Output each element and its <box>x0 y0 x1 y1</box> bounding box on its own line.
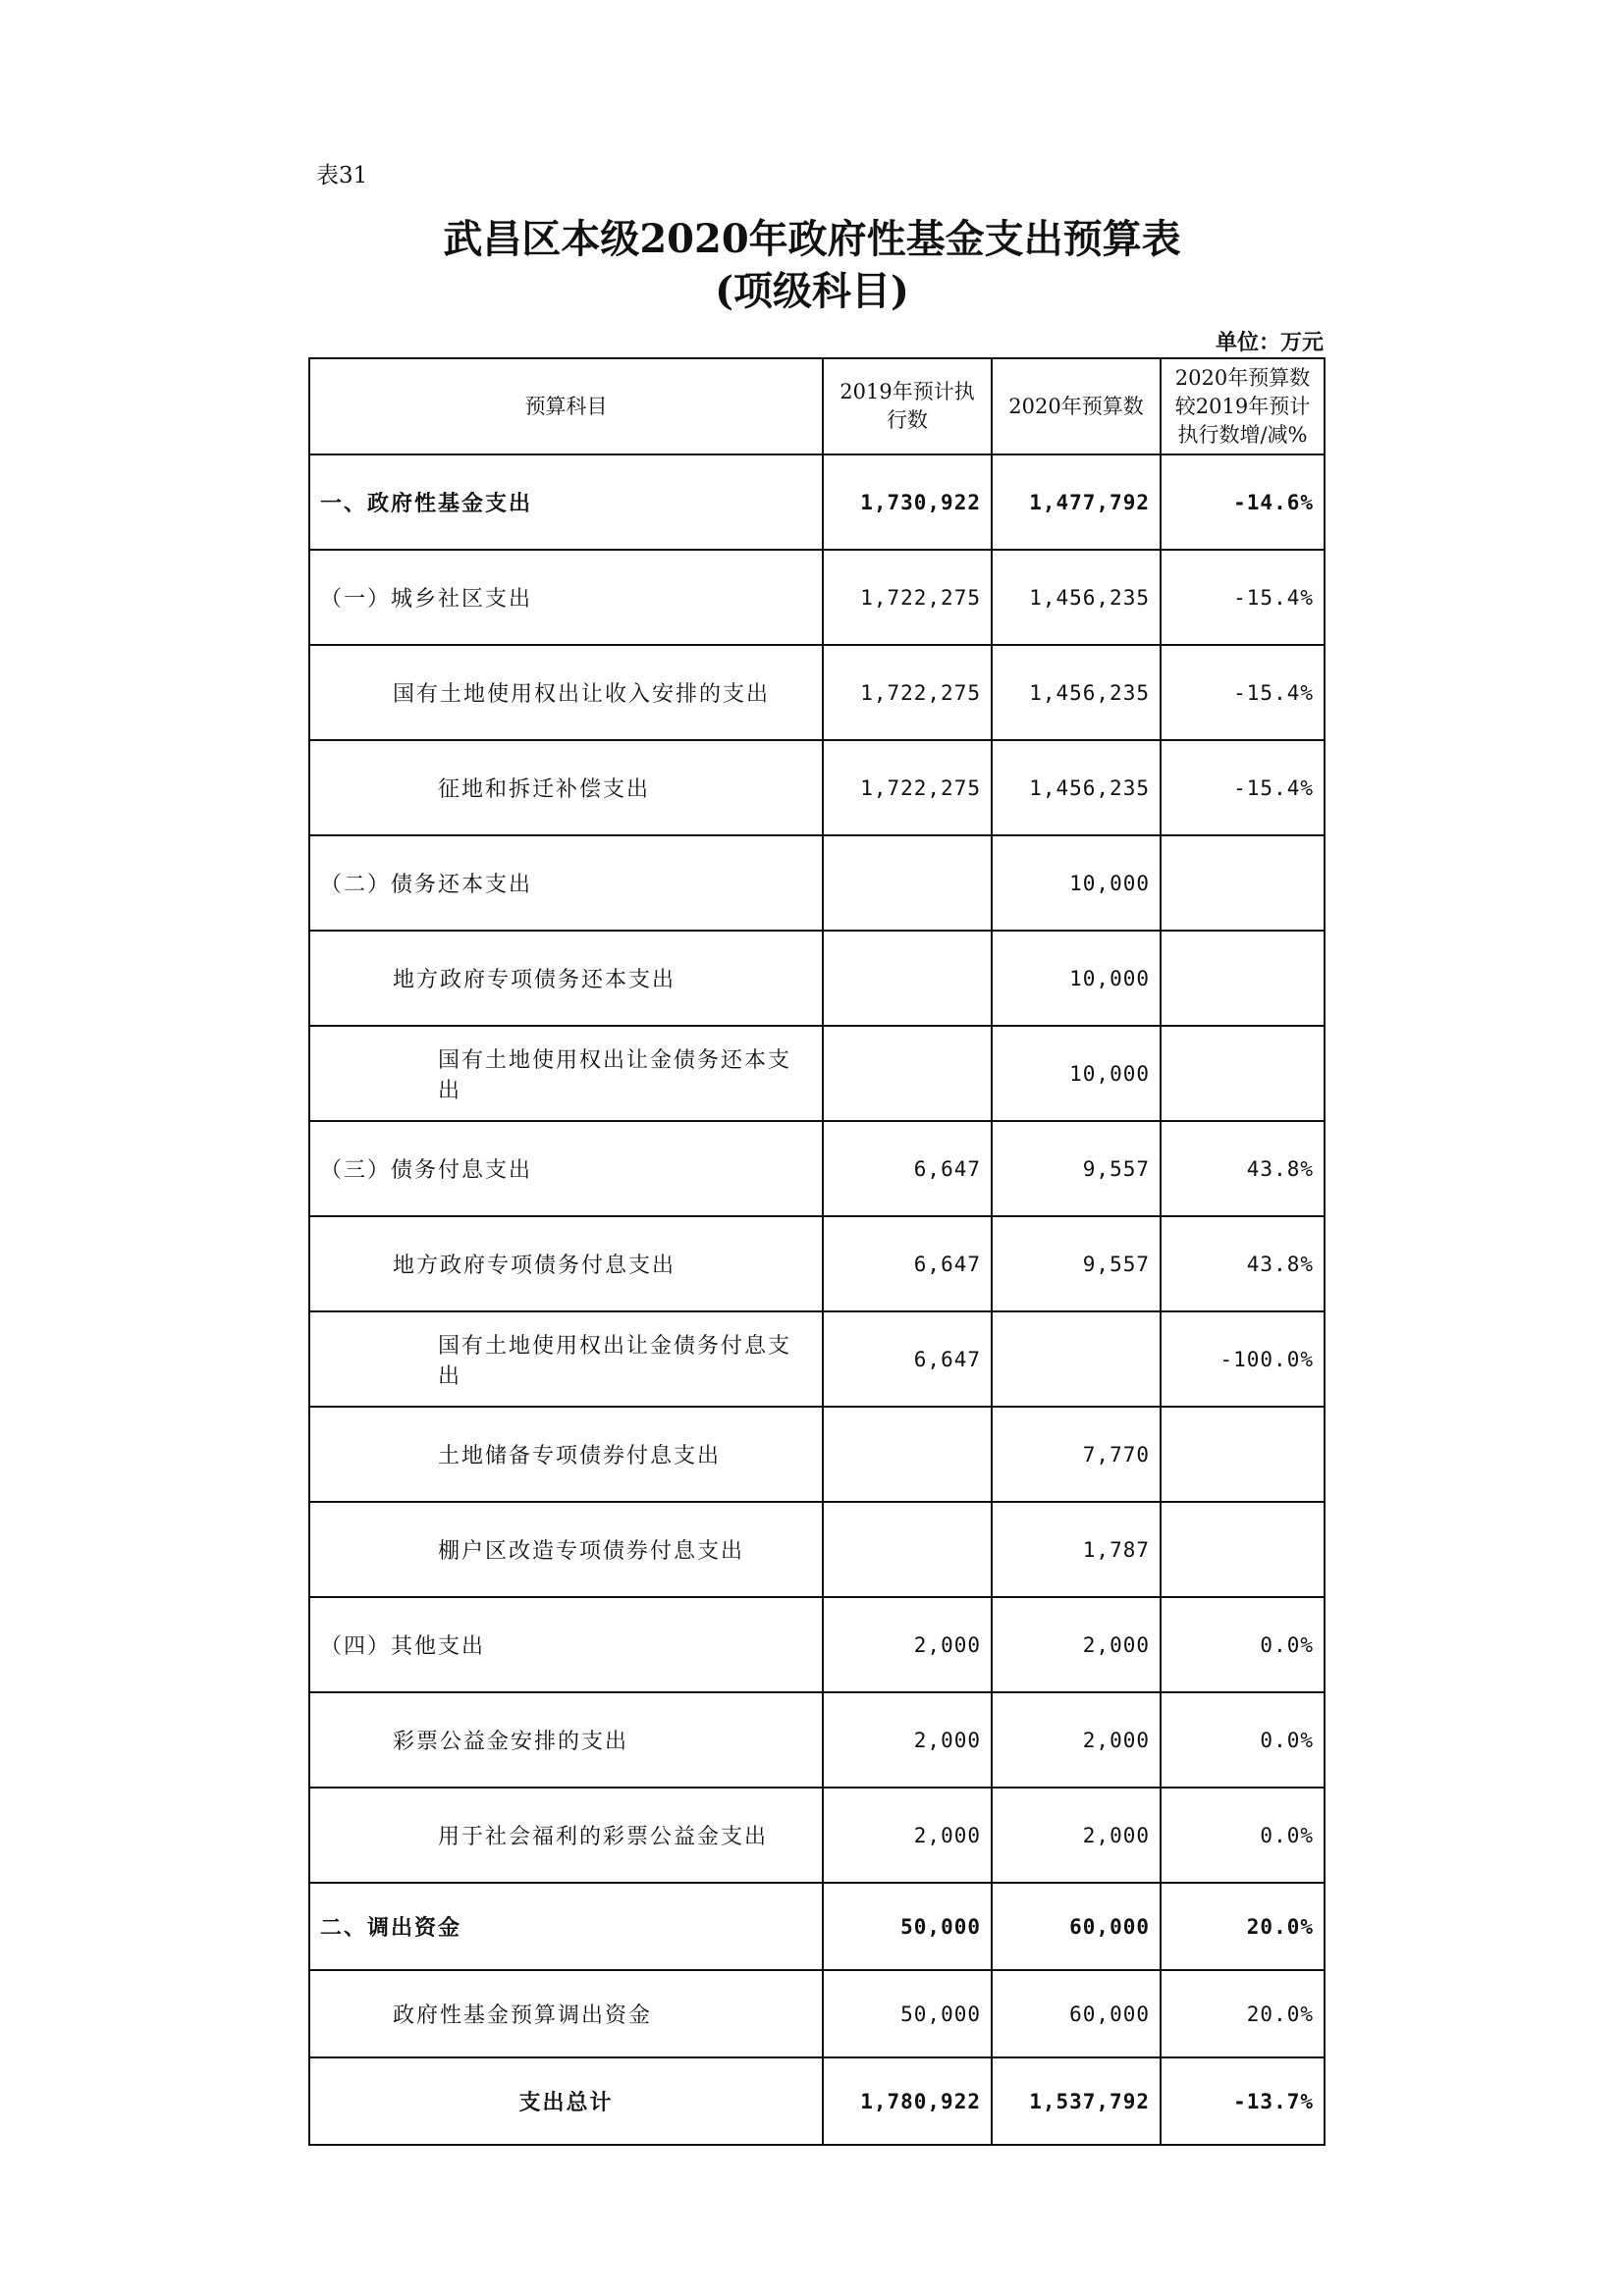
row-name: 征地和拆迁补偿支出 <box>309 740 823 835</box>
row-change: -100.0% <box>1161 1311 1325 1407</box>
row-est2019 <box>823 1502 992 1597</box>
row-change: 20.0% <box>1161 1970 1325 2057</box>
table-row <box>309 550 1325 645</box>
row-est2019 <box>823 835 992 931</box>
table-row <box>309 1502 1325 1597</box>
row-budget2020: 1,477,792 <box>992 454 1161 550</box>
row-change: -14.6% <box>1161 454 1325 550</box>
row-budget2020: 1,456,235 <box>992 740 1161 835</box>
row-name: 地方政府专项债务还本支出 <box>309 931 823 1026</box>
row-change: -15.4% <box>1161 740 1325 835</box>
row-budget2020: 10,000 <box>992 835 1161 931</box>
row-budget2020: 60,000 <box>992 1970 1161 2057</box>
row-budget2020: 2,000 <box>992 1597 1161 1692</box>
row-est2019: 1,722,275 <box>823 740 992 835</box>
table-row <box>309 1121 1325 1216</box>
table-row <box>309 931 1325 1026</box>
row-est2019: 1,730,922 <box>823 454 992 550</box>
row-change <box>1161 1026 1325 1121</box>
row-budget2020: 60,000 <box>992 1883 1161 1970</box>
row-est2019: 50,000 <box>823 1883 992 1970</box>
row-budget2020: 1,456,235 <box>992 550 1161 645</box>
row-change: 0.0% <box>1161 1692 1325 1788</box>
table-row <box>309 1692 1325 1788</box>
row-budget2020: 1,787 <box>992 1502 1161 1597</box>
row-est2019: 2,000 <box>823 1597 992 1692</box>
row-budget2020: 9,557 <box>992 1216 1161 1311</box>
row-est2019 <box>823 1407 992 1502</box>
page-title: 武昌区本级2020年政府性基金支出预算表 <box>443 216 1181 262</box>
table-row <box>309 1026 1325 1121</box>
table-row <box>309 1883 1325 1970</box>
table-row <box>309 1597 1325 1692</box>
table-row <box>309 835 1325 931</box>
row-est2019: 6,647 <box>823 1216 992 1311</box>
row-budget2020 <box>992 1311 1161 1407</box>
row-budget2020: 9,557 <box>992 1121 1161 1216</box>
table-row <box>309 1788 1325 1883</box>
row-name: 一、政府性基金支出 <box>309 454 823 550</box>
row-change: 0.0% <box>1161 1597 1325 1692</box>
row-name: （四）其他支出 <box>309 1597 823 1692</box>
row-budget2020: 2,000 <box>992 1692 1161 1788</box>
row-name: 棚户区改造专项债券付息支出 <box>309 1502 823 1597</box>
row-change <box>1161 1407 1325 1502</box>
budget-table <box>308 357 1326 2146</box>
row-budget2020: 7,770 <box>992 1407 1161 1502</box>
header-subject: 预算科目 <box>309 358 823 454</box>
row-name: 地方政府专项债务付息支出 <box>309 1216 823 1311</box>
row-change: -13.7% <box>1161 2057 1325 2145</box>
row-change: 0.0% <box>1161 1788 1325 1883</box>
table-row <box>309 454 1325 550</box>
row-est2019: 6,647 <box>823 1121 992 1216</box>
row-name: 支出总计 <box>309 2057 823 2145</box>
row-est2019 <box>823 1026 992 1121</box>
table-row <box>309 740 1325 835</box>
row-change <box>1161 835 1325 931</box>
row-est2019: 50,000 <box>823 1970 992 2057</box>
row-est2019: 1,722,275 <box>823 550 992 645</box>
row-change <box>1161 931 1325 1026</box>
row-est2019: 2,000 <box>823 1788 992 1883</box>
row-name: （二）债务还本支出 <box>309 835 823 931</box>
row-name: 国有土地使用权出让收入安排的支出 <box>309 645 823 740</box>
row-budget2020: 10,000 <box>992 1026 1161 1121</box>
row-est2019: 1,722,275 <box>823 645 992 740</box>
row-change: 43.8% <box>1161 1121 1325 1216</box>
row-est2019: 2,000 <box>823 1692 992 1788</box>
header-change: 2020年预算数较2019年预计执行数增/减% <box>1161 358 1325 454</box>
table-row <box>309 1970 1325 2057</box>
row-budget2020: 1,537,792 <box>992 2057 1161 2145</box>
page-subtitle: (项级科目) <box>715 268 909 314</box>
header-est2019: 2019年预计执行数 <box>823 358 992 454</box>
row-name: 用于社会福利的彩票公益金支出 <box>309 1788 823 1883</box>
row-change: 43.8% <box>1161 1216 1325 1311</box>
row-name: 二、调出资金 <box>309 1883 823 1970</box>
row-change: -15.4% <box>1161 550 1325 645</box>
row-change: -15.4% <box>1161 645 1325 740</box>
row-change: 20.0% <box>1161 1883 1325 1970</box>
table-row <box>309 1216 1325 1311</box>
row-est2019 <box>823 931 992 1026</box>
unit-label: 单位：万元 <box>1215 330 1324 355</box>
row-name: 国有土地使用权出让金债务付息支出 <box>309 1311 823 1407</box>
table-header-row <box>309 358 1325 454</box>
row-name: （三）债务付息支出 <box>309 1121 823 1216</box>
row-budget2020: 10,000 <box>992 931 1161 1026</box>
row-name: 政府性基金预算调出资金 <box>309 1970 823 2057</box>
row-name: 国有土地使用权出让金债务还本支出 <box>309 1026 823 1121</box>
row-budget2020: 1,456,235 <box>992 645 1161 740</box>
table-row <box>309 1311 1325 1407</box>
table-row-total <box>309 2057 1325 2145</box>
table-row <box>309 645 1325 740</box>
row-name: （一）城乡社区支出 <box>309 550 823 645</box>
row-est2019: 6,647 <box>823 1311 992 1407</box>
row-budget2020: 2,000 <box>992 1788 1161 1883</box>
row-name: 土地储备专项债券付息支出 <box>309 1407 823 1502</box>
table-row <box>309 1407 1325 1502</box>
header-budget2020: 2020年预算数 <box>992 358 1161 454</box>
row-name: 彩票公益金安排的支出 <box>309 1692 823 1788</box>
row-change <box>1161 1502 1325 1597</box>
row-est2019: 1,780,922 <box>823 2057 992 2145</box>
table-number-label: 表31 <box>316 163 368 188</box>
